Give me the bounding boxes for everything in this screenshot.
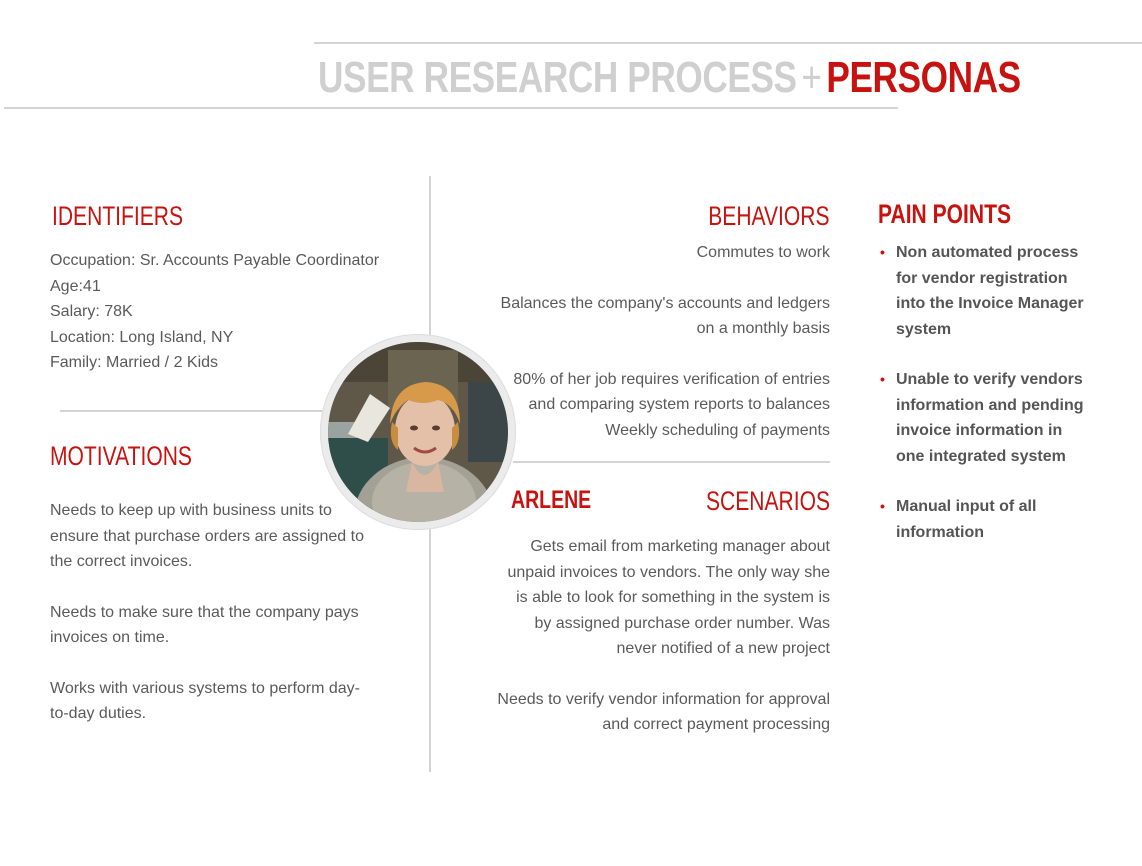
pain-point-line: Non automated process: [896, 244, 1079, 261]
bullet-icon: •: [880, 371, 885, 387]
behavior-line: Weekly scheduling of payments: [605, 421, 830, 439]
pain-points-list: [878, 240, 1108, 570]
scenario-line: Gets email from marketing manager about: [530, 538, 830, 555]
identifier-location: Location: Long Island, NY: [50, 328, 234, 346]
pain-point-line: for vendor registration: [896, 269, 1068, 287]
scenario-paragraph: [450, 534, 830, 662]
behaviors-text: [450, 240, 830, 468]
behaviors-heading: BEHAVIORS: [708, 201, 830, 231]
behavior-line: Balances the company's accounts and ledgers: [500, 294, 830, 312]
pain-point-line: information: [896, 523, 984, 541]
motivation-line: invoices on time.: [50, 629, 170, 646]
title-rule-top: [314, 42, 1142, 44]
behavior-line: on a monthly basis: [696, 320, 830, 337]
motivations-text: [50, 498, 410, 752]
pain-point-line: Unable to verify vendors: [896, 371, 1083, 388]
motivation-paragraph: [50, 676, 410, 727]
title-separator: +: [801, 53, 822, 102]
motivation-line: ensure that purchase orders are assigned to: [50, 527, 364, 545]
bullet-icon: •: [880, 498, 885, 514]
identifiers-heading: IDENTIFIERS: [52, 201, 184, 231]
identifier-salary: Salary: 78K: [50, 303, 133, 320]
behavior-paragraph: [450, 367, 830, 444]
motivations-heading: MOTIVATIONS: [50, 441, 192, 471]
scenario-line: by assigned purchase order number. Was: [534, 614, 830, 632]
scenario-line: is able to look for something in the system is: [516, 589, 830, 606]
pain-point-item: [878, 367, 1108, 469]
pain-points-heading: PAIN POINTS: [878, 199, 1012, 229]
pain-point-line: invoice information in: [896, 422, 1063, 439]
title-part-2: PERSONAS: [826, 53, 1021, 102]
scenarios-heading: SCENARIOS: [705, 486, 830, 516]
identifier-occupation: Occupation: Sr. Accounts Payable Coordinator: [50, 252, 380, 269]
title-part-1: USER RESEARCH PROCESS: [318, 53, 797, 102]
persona-name: ARLENE: [511, 486, 592, 514]
behavior-paragraph: [450, 240, 830, 266]
identifier-family: Family: Married / 2 Kids: [50, 354, 219, 371]
scenario-paragraph: [450, 687, 830, 738]
pain-point-line: system: [896, 320, 952, 338]
left-section-divider: [60, 410, 326, 412]
title-rule-bottom: [4, 107, 898, 109]
motivation-paragraph: [50, 600, 410, 651]
scenario-line: and correct payment processing: [602, 716, 830, 733]
motivation-paragraph: [50, 498, 410, 575]
behavior-paragraph: [450, 291, 830, 342]
scenario-line: never notified of a new project: [616, 640, 830, 657]
motivation-line: Needs to keep up with business units to: [50, 502, 332, 519]
motivation-line: to-day duties.: [50, 705, 147, 722]
pain-point-line: information and pending: [896, 396, 1084, 414]
identifier-age: Age:41: [50, 277, 101, 295]
motivation-line: Needs to make sure that the company pays: [50, 603, 359, 621]
pain-point-line: Manual input of all: [896, 498, 1037, 515]
behavior-line: 80% of her job requires verification of entries: [513, 370, 830, 388]
motivation-line: the correct invoices.: [50, 553, 193, 570]
pain-point-line: one integrated system: [896, 447, 1066, 465]
pain-point-item: [878, 494, 1108, 545]
behavior-line: Commutes to work: [696, 244, 830, 261]
page-title: [318, 52, 1021, 104]
scenario-line: unpaid invoices to vendors. The only way she: [507, 563, 830, 581]
behavior-line: and comparing system reports to balances: [528, 396, 830, 413]
scenario-line: Needs to verify vendor information for approval: [497, 690, 830, 708]
pain-point-item: [878, 240, 1108, 342]
motivation-line: Works with various systems to perform day-: [50, 679, 361, 697]
bullet-icon: •: [880, 244, 885, 260]
pain-point-line: into the Invoice Manager: [896, 295, 1084, 312]
scenarios-text: [450, 534, 830, 763]
